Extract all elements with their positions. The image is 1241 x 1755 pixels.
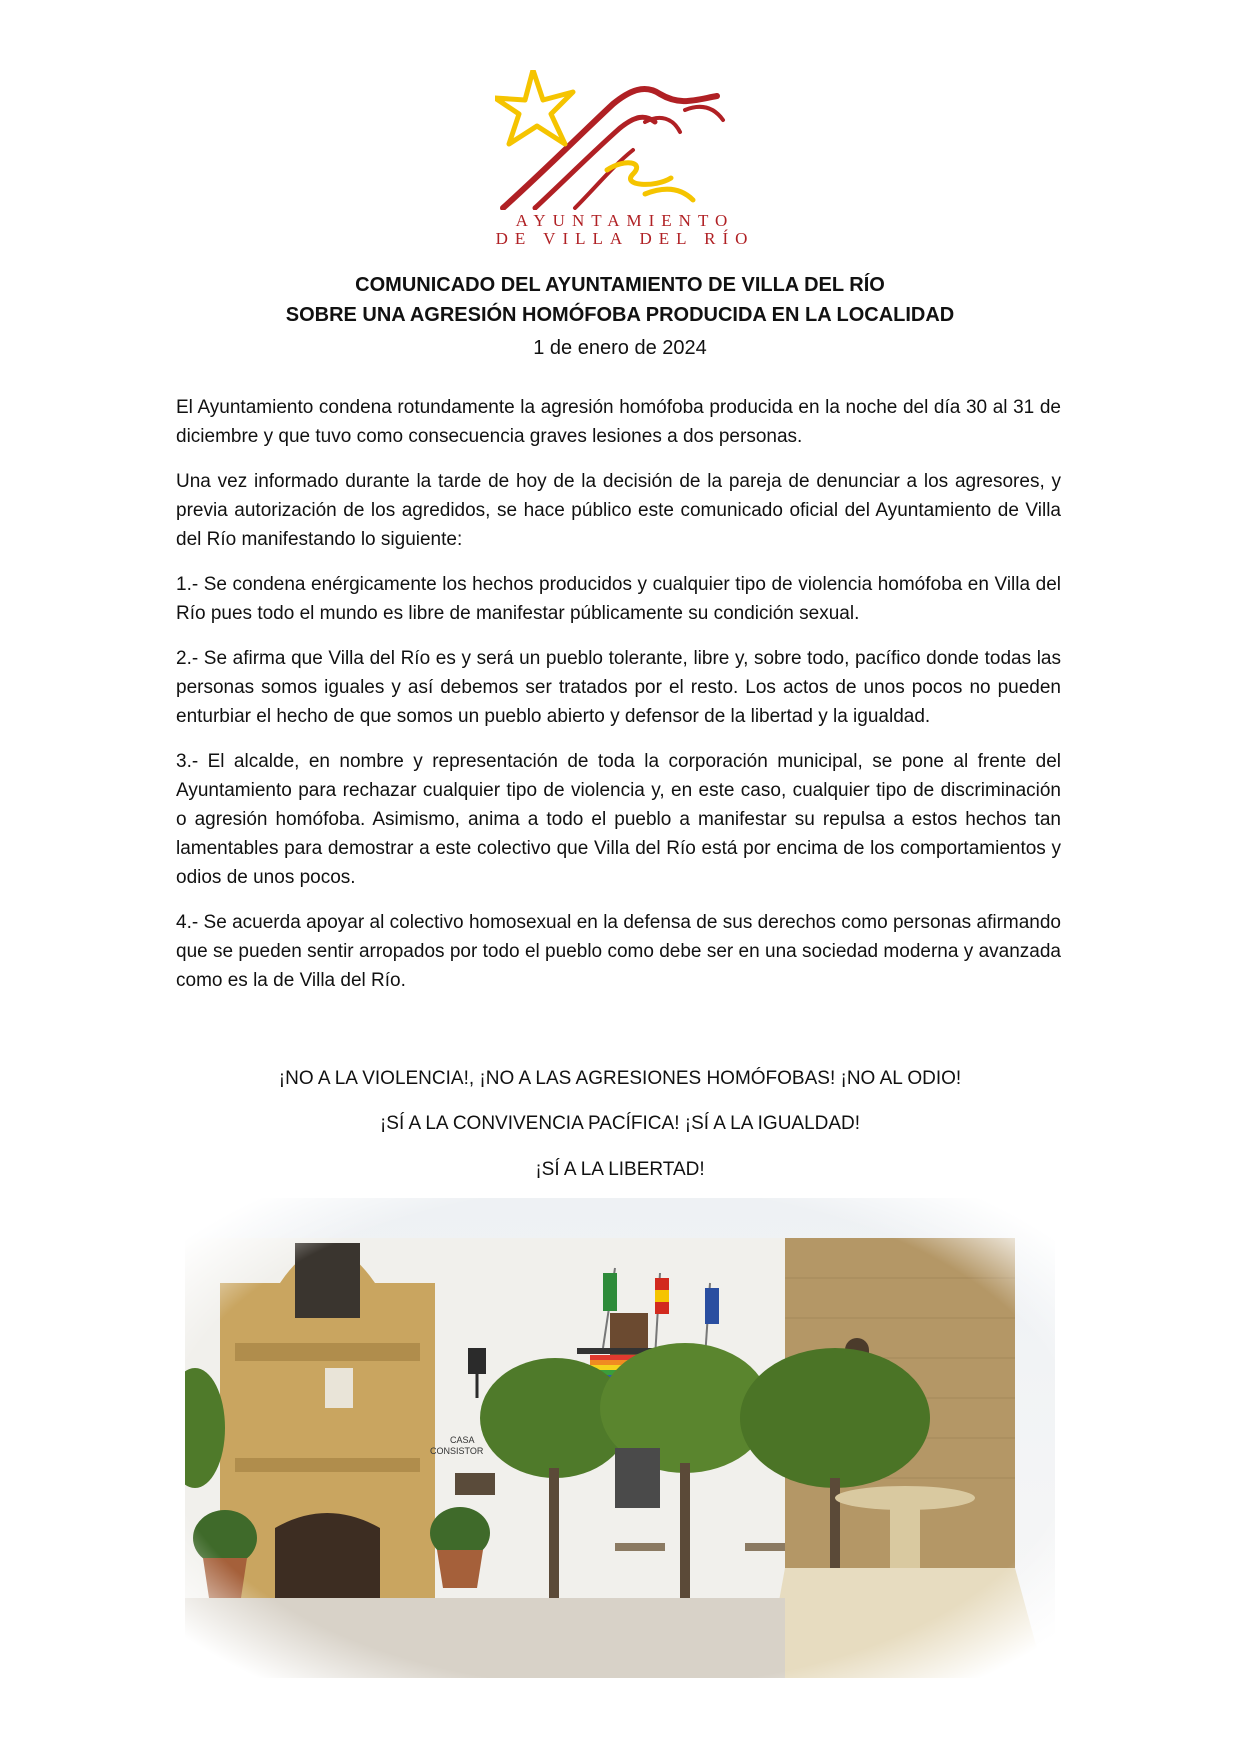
ayuntamiento-logo [495, 70, 755, 250]
logo-text-line1: AYUNTAMIENTO [515, 211, 735, 230]
title-line-1: COMUNICADO DEL AYUNTAMIENTO DE VILLA DEL RÍO [355, 274, 885, 296]
document-date: 1 de enero de 2024 [533, 337, 707, 359]
slogan-3: ¡SÍ A LA LIBERTAD! [535, 1159, 705, 1180]
logo-text-line2: DE VILLA DEL RÍO [495, 229, 755, 248]
paragraph-context: Una vez informado durante la tarde de hoy de la decisión de la pareja de denunciar a los agresores, y previa autorización de los agredidos, se hace público este comunicado oficial del Ayuntamiento de Villa del Río manifestando lo siguiente: [176, 471, 1061, 550]
paragraph-point-4: 4.- Se acuerda apoyar al colectivo homosexual en la defensa de sus derechos como personas afirmando que se pueden sentir arropados por todo el pueblo como debe ser en una sociedad moderna y avanzada como es la de Villa del Río. [176, 912, 1061, 991]
slogan-2: ¡SÍ A LA CONVIVENCIA PACÍFICA! ¡SÍ A LA IGUALDAD! [379, 1113, 861, 1134]
logo-emblem-icon [495, 70, 755, 210]
communique-body [176, 393, 1061, 1011]
paragraph-intro: El Ayuntamiento condena rotundamente la agresión homófoba producida en la noche del día 30 al 31 de diciembre y que tuvo como consecuencia graves lesiones a dos personas. [176, 397, 1061, 447]
paragraph-point-3: 3.- El alcalde, en nombre y representación de toda la corporación municipal, se pone al frente del Ayuntamiento para rechazar cualquier tipo de violencia y, en este caso, cualquier tipo de discriminación o agresión homófoba. Asimismo, anima a todo el pueblo a manifestar su repulsa a estos hechos tan lamentables para demostrar a este colectivo que Villa del Río está por encima de los comportamientos y odios de unos pocos. [176, 751, 1061, 888]
paragraph-point-2: 2.- Se afirma que Villa del Río es y será un pueblo tolerante, libre y, sobre todo, pacífico donde todas las personas somos iguales y así debemos ser tratados por el resto. Los actos de unos pocos no pueden enturbiar el hecho de que somos un pueblo abierto y defensor de la libertad y la igualdad. [176, 648, 1061, 727]
title-line-2: SOBRE UNA AGRESIÓN HOMÓFOBA PRODUCIDA EN LA LOCALIDAD [285, 304, 955, 326]
town-hall-photo [185, 1198, 1055, 1678]
paragraph-point-1: 1.- Se condena enérgicamente los hechos producidos y cualquier tipo de violencia homófoba en Villa del Río pues todo el mundo es libre de manifestar públicamente su condición sexual. [176, 574, 1061, 624]
slogan-1: ¡NO A LA VIOLENCIA!, ¡NO A LAS AGRESIONES HOMÓFOBAS! ¡NO AL ODIO! [278, 1068, 962, 1089]
town-hall-illustration [185, 1198, 1055, 1678]
